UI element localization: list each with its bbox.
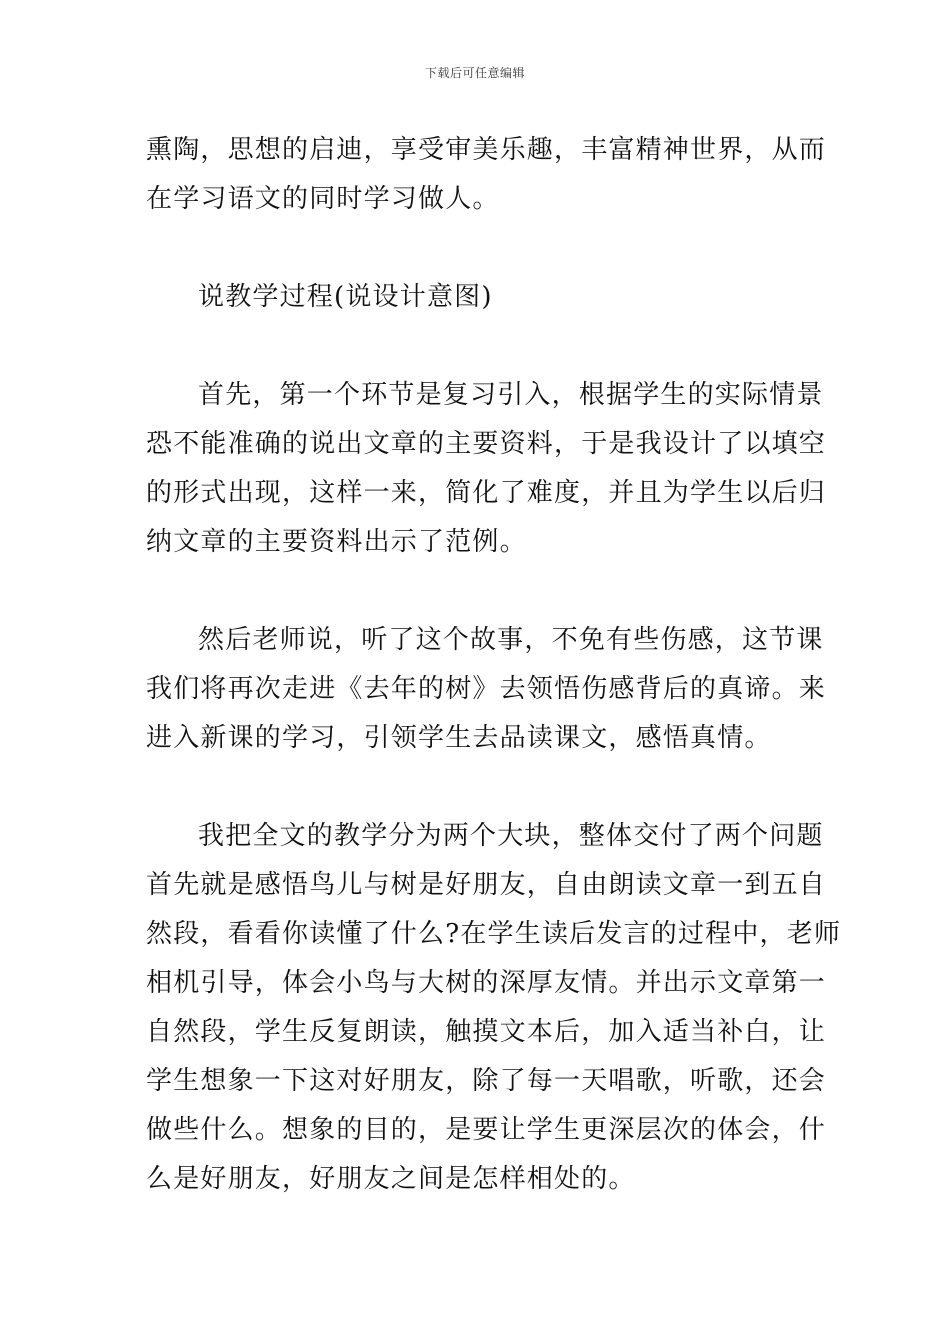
text-line: 做些什么。想象的目的，是要让学生更深层次的体会，什 bbox=[146, 1115, 827, 1145]
text-line: 纳文章的主要资料出示了范例。 bbox=[146, 527, 527, 557]
paragraph-first-step bbox=[146, 371, 827, 567]
text-line: 我们将再次走进《去年的树》去领悟伤感背后的真谛。来 bbox=[146, 674, 827, 704]
heading-text: 说教学过程(说设计意图) bbox=[198, 282, 493, 312]
text-line: 相机引导，体会小鸟与大树的深厚友情。并出示文章第一 bbox=[146, 968, 827, 998]
text-line: 自然段，学生反复朗读，触摸文本后，加入适当补白，让 bbox=[146, 1017, 827, 1047]
text-line: 的形式出现，这样一来，简化了难度，并且为学生以后归 bbox=[146, 478, 827, 508]
text-line: 我把全文的教学分为两个大块，整体交付了两个问题 bbox=[198, 821, 824, 851]
paragraph-gap bbox=[146, 763, 808, 812]
text-line: 恐不能准确的说出文章的主要资料，于是我设计了以填空 bbox=[146, 429, 827, 459]
text-line: 然段，看看你读懂了什么?在学生读后发言的过程中，老师 bbox=[146, 919, 842, 949]
paragraph-teaching-blocks bbox=[146, 812, 842, 1204]
text-line: 进入新课的学习，引领学生去品读课文，感悟真情。 bbox=[146, 723, 772, 753]
paragraph-gap bbox=[146, 567, 808, 616]
document-body bbox=[146, 126, 842, 1204]
text-line: 然后老师说，听了这个故事，不免有些伤感，这节课 bbox=[198, 625, 824, 655]
paragraph-continuation bbox=[146, 126, 827, 224]
text-line: 熏陶，思想的启迪，享受审美乐趣，丰富精神世界，从而 bbox=[146, 135, 827, 165]
paragraph-gap bbox=[146, 322, 808, 371]
text-line: 首先就是感悟鸟儿与树是好朋友，自由朗读文章一到五自 bbox=[146, 870, 827, 900]
text-line: 学生想象一下这对好朋友，除了每一天唱歌，听歌，还会 bbox=[146, 1066, 827, 1096]
text-line: 么是好朋友，好朋友之间是怎样相处的。 bbox=[146, 1164, 636, 1194]
text-line: 首先，第一个环节是复习引入，根据学生的实际情景 bbox=[198, 380, 824, 410]
section-heading bbox=[146, 273, 808, 322]
text-line: 在学习语文的同时学习做人。 bbox=[146, 184, 500, 214]
paragraph-introduction bbox=[146, 616, 827, 763]
paragraph-gap bbox=[146, 224, 808, 273]
page-header: 下载后可任意编辑 bbox=[424, 66, 525, 80]
